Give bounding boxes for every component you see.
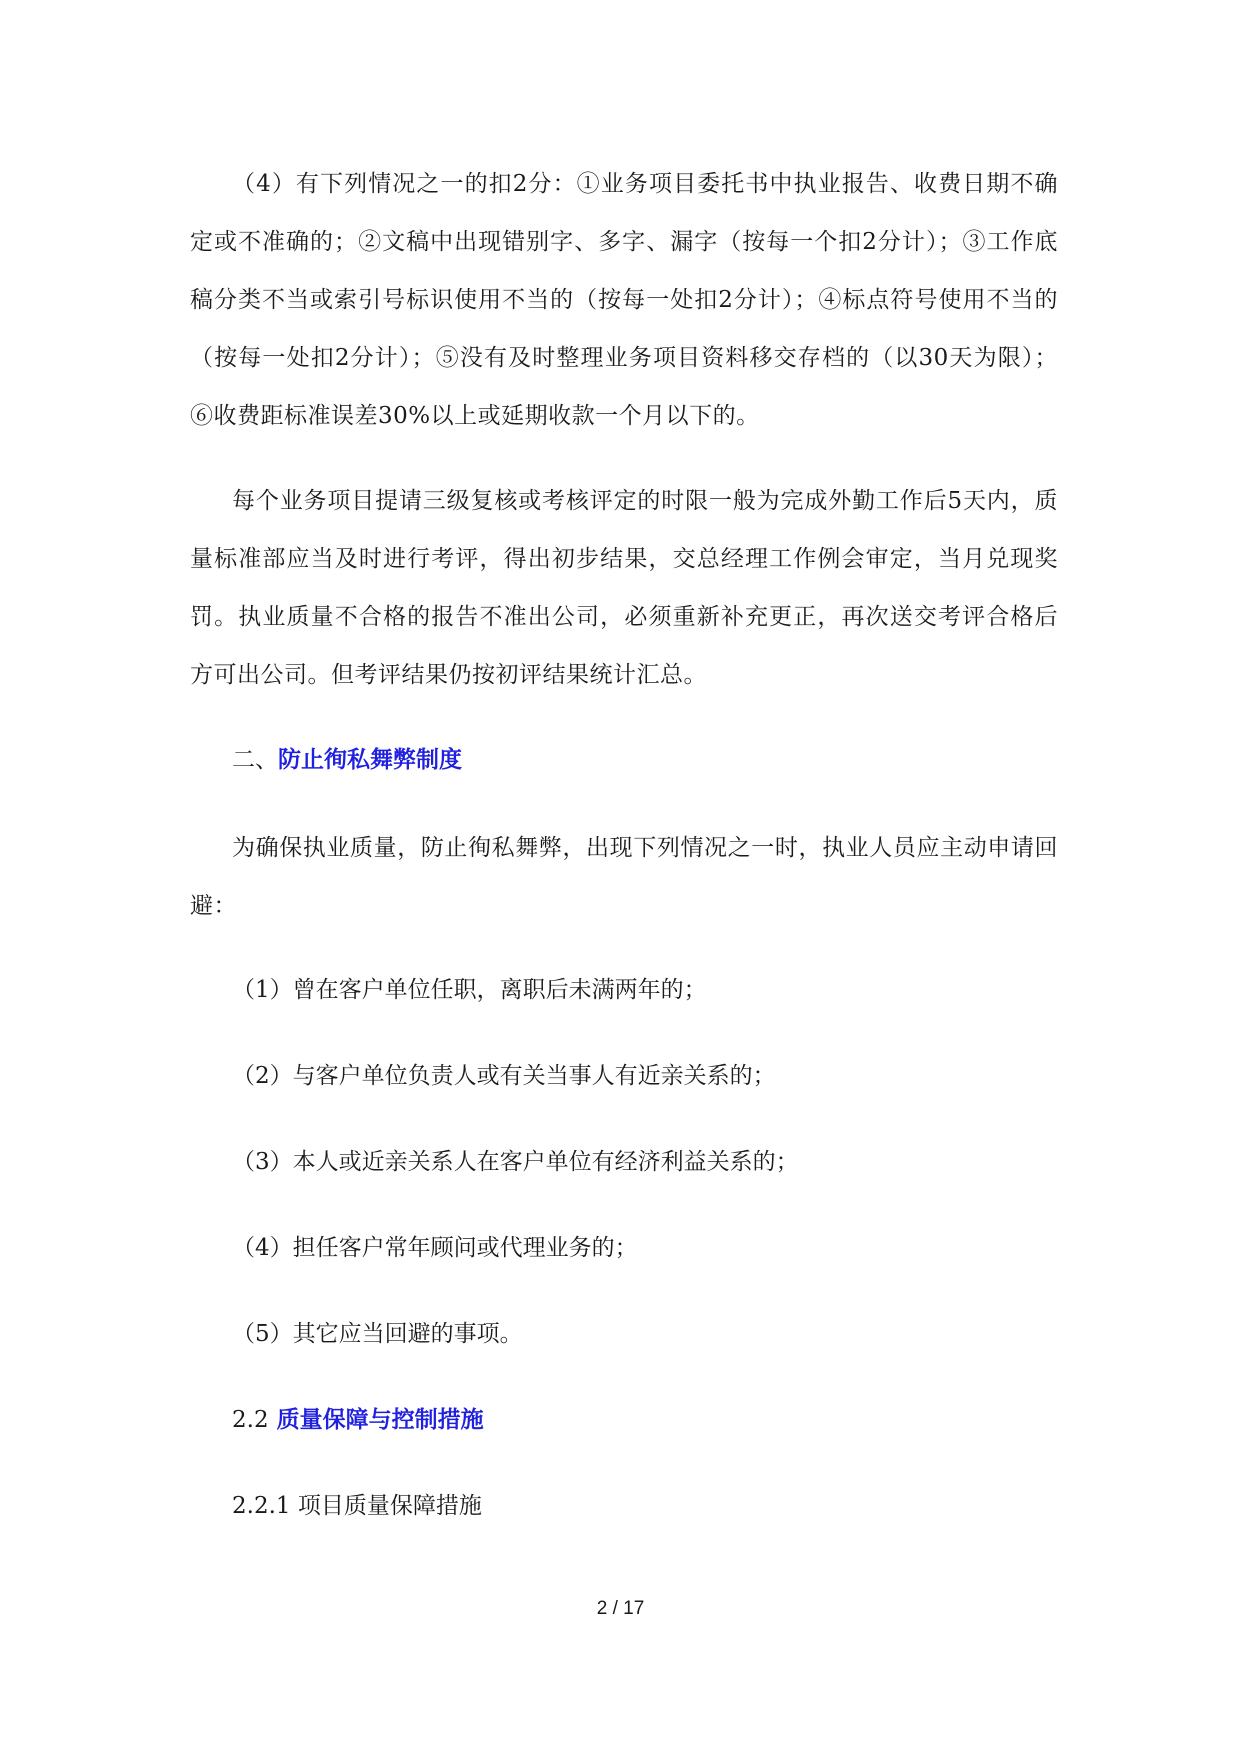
list-item: （5）其它应当回避的事项。 [232, 1321, 523, 1347]
section-title: 防止徇私舞弊制度 [278, 746, 462, 773]
list-item: （2）与客户单位负责人或有关当事人有近亲关系的； [232, 1063, 776, 1089]
section-heading-anti-fraud [232, 740, 462, 780]
list-item: （3）本人或近亲关系人在客户单位有经济利益关系的； [232, 1149, 799, 1175]
page-number: 2 / 17 [596, 1598, 645, 1619]
subsection-heading: 2.2.1 项目质量保障措施 [232, 1493, 482, 1519]
section-number: 二、 [232, 747, 278, 773]
paragraph-review-timeline: 每个业务项目提请三级复核或考核评定的时限一般为完成外勤工作后5天内，质量标准部应当及时进行考评，得出初步结果，交总经理工作例会审定，当月兑现奖罚。执业质量不合格的报告不准出公司，必须重新补充更正，再次送交考评合格后方可出公司。但考评结果仍按初评结果统计汇总。 [190, 488, 1058, 688]
section-number: 2.2 [232, 1407, 269, 1433]
list-item: （4）担任客户常年顾问或代理业务的； [232, 1235, 638, 1261]
paragraph-recusal-intro: 为确保执业质量，防止徇私舞弊，出现下列情况之一时，执业人员应主动申请回避： [190, 835, 1058, 919]
section-heading-quality-assurance [232, 1400, 484, 1440]
list-item: （1）曾在客户单位任职，离职后未满两年的； [232, 977, 707, 1003]
paragraph-deduction-rules: （4）有下列情况之一的扣2分：①业务项目委托书中执业报告、收费日期不确定或不准确的；②文稿中出现错别字、多字、漏字（按每一个扣2分计）；③工作底稿分类不当或索引号标识使用不当的（按每一处扣2分计）；④标点符号使用不当的（按每一处扣2分计）；⑤没有及时整理业务项目资料移交存档的（以30天为限）；⑥收费距标准误差30%以上或延期收款一个月以下的。 [190, 171, 1058, 429]
section-title: 质量保障与控制措施 [276, 1406, 484, 1433]
